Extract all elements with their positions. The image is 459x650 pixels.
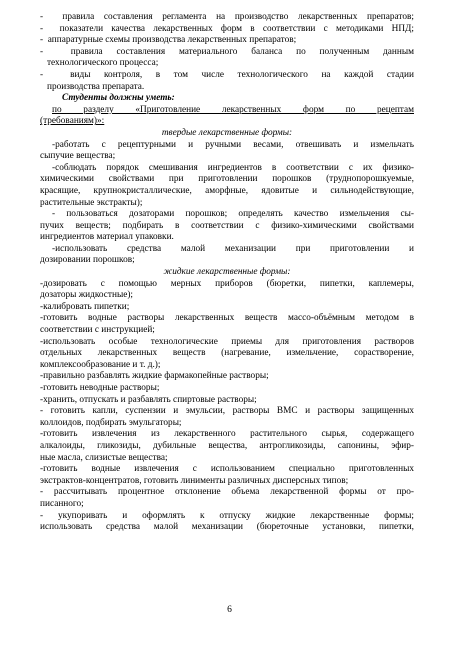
subsection-title-continuation: (требованиям)»: [40,116,105,127]
subheading-solid-forms: твердые лекарственные формы: [161,127,293,138]
paragraph-line: -калибровать пипетки; [40,301,130,312]
subsection-title: по разделу «Приготовление лекарственных форм по рецептам [52,104,414,115]
list-item: - аппаратурные схемы производства лекарственных препаратов; [40,35,297,46]
paragraph-line: -работать с рецептурными и ручными весами, отвешивать и измельчать [52,139,414,150]
paragraph-line: химическими свойствами при приготовлении порошков (труднопорошкуемые, [40,174,414,185]
paragraph-line: -готовить водные растворы лекарственных веществ массо-объёмным методом в [40,313,414,324]
document-page [40,12,414,534]
paragraph-line: -готовить неводные растворы; [40,383,160,393]
paragraph-line: -соблюдать порядок смешивания ингредиентов в соответствии с их физико- [52,162,414,173]
list-item: - виды контроля, в том числе технологического на каждой стадии [40,69,414,80]
paragraph-line: -использовать особые технологические приемы для приготовления растворов [40,336,414,347]
paragraph-line: ные масла, слизистые вещества; [40,452,168,463]
paragraph-line: - укупоривать и оформлять к отпуску жидкие лекарственные формы; [40,510,414,521]
paragraph-line: коллоидов, подбирать эмульгаторы; [40,417,182,428]
paragraph-line: алкалоиды, гликозиды, дубильные вещества, антрогликозиды, сапонины, эфир- [40,440,414,451]
paragraph-line: дозировании порошков; [40,255,135,266]
paragraph-line: комплексообразование и т. д.); [40,359,161,370]
paragraph-line: использовать средства малой механизации (бюреточные установки, пипетки, [40,522,414,533]
list-item: - показатели качества лекарственных форм в соответствии с методиками НПД; [40,23,414,34]
paragraph-line: отдельных лекарственных веществ (нагревание, измельчение, сорастворение, [40,348,414,359]
paragraph-line: -правильно разбавлять жидкие фармакопейные растворы; [40,371,269,382]
paragraph-line: пучих веществ; подбирать в соответствии с физико-химическими свойствами [40,220,414,231]
paragraph-line: -готовить извлечения из лекарственного растительного сырья, содержащего [40,429,414,440]
paragraph-line: - пользоваться дозаторами порошков; определять качество измельчения сы- [52,209,414,220]
paragraph-line: - рассчитывать процентное отклонение объема лекарственной формы от про- [40,487,414,498]
list-item: - правила составления регламента на производство лекарственных препаратов; [40,12,414,22]
paragraph-line: -использовать средства малой механизации при приготовлении и [52,243,414,254]
subheading-liquid-forms: жидкие лекарственные формы: [163,267,291,278]
paragraph-line: -хранить, отпускать и разбавлять спиртовые растворы; [40,394,257,405]
list-item: - правила составления материального баланса по полученным данным [40,46,414,57]
paragraph-line: сыпучие вещества; [40,151,116,162]
paragraph-line: растительные экстракты); [40,197,143,208]
paragraph-line: -готовить водные извлечения с использованием специально приготовленных [40,464,414,475]
page-number: 6 [227,605,232,615]
paragraph-line: писанного; [40,498,84,509]
list-item-continuation: технологического процесса; [40,58,159,69]
paragraph-line: соответствии с инструкцией; [40,325,155,336]
section-heading: Студенты должны уметь: [62,93,175,104]
paragraph-line: дозаторы жидкостные); [40,290,134,301]
paragraph-line: экстрактов-концентратов, готовить линименты различных дисперсных типов; [40,475,349,486]
paragraph-line: -дозировать с помощью мерных приборов (бюретки, пипетки, каплемеры, [40,278,414,289]
list-item-continuation: производства препарата. [40,81,145,92]
paragraph-line: - готовить капли, суспензии и эмульсии, растворы ВМС и растворы защищенных [40,406,414,417]
paragraph-line: красящие, крупнокристаллические, аморфные, ядовитые и сильнодействующие, [40,185,414,196]
paragraph-line: ингредиентов материал упаковки. [40,232,174,243]
